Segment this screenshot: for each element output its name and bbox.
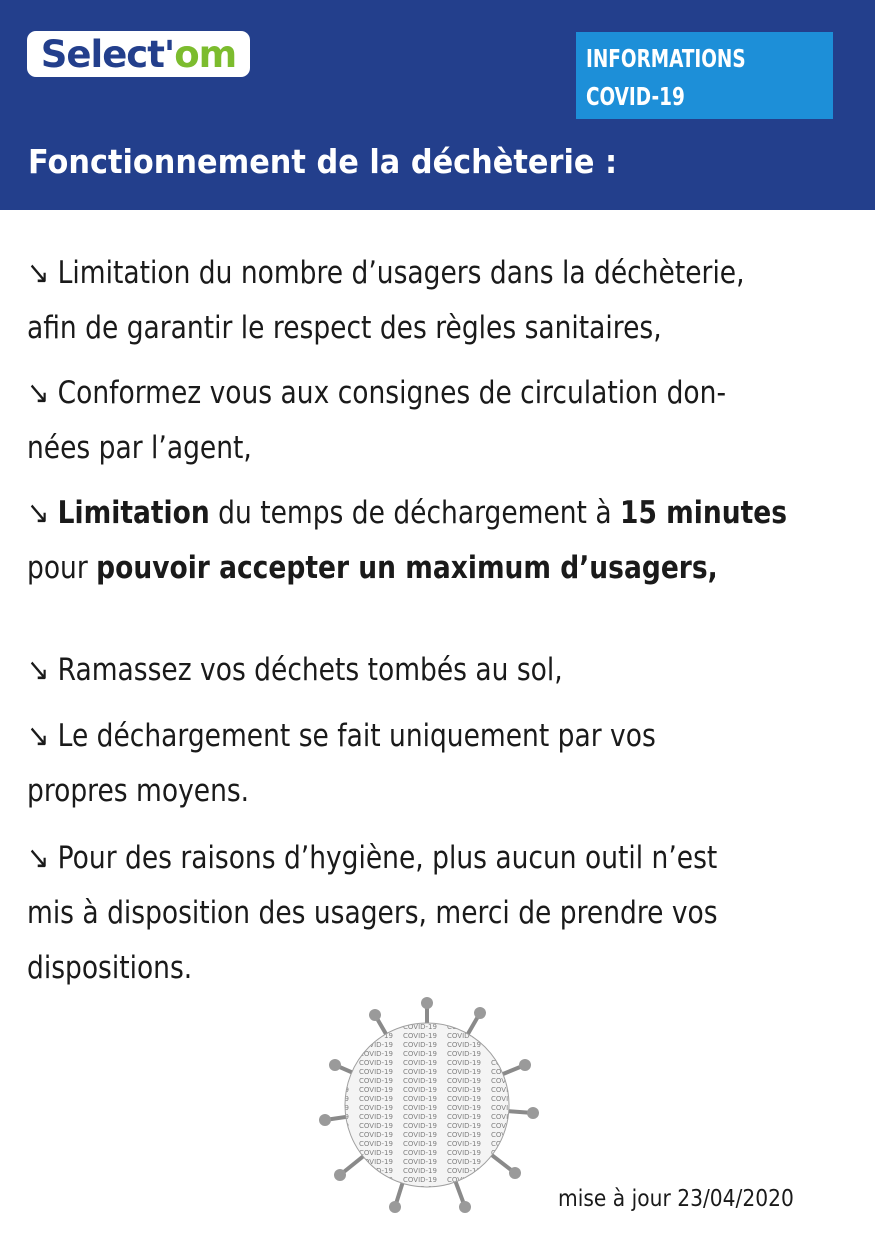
covid-badge-line2: COVID-19: [586, 82, 685, 111]
header-banner: [0, 0, 875, 210]
covid-badge-line1: INFORMATIONS: [586, 44, 746, 73]
rule-5-line-1: Le déchargement se fait uniquement par vos: [57, 718, 656, 754]
rule-item-4: [27, 643, 869, 698]
arrow-icon: ↘: [27, 840, 50, 876]
rule-5-line-2: propres moyens.: [27, 773, 250, 809]
update-date: mise à jour 23/04/2020: [558, 1186, 794, 1212]
arrow-icon: ↘: [27, 255, 50, 291]
arrow-icon: ↘: [27, 652, 50, 688]
rule-6-line-2: mis à disposition des usagers, merci de prendre vos: [27, 895, 718, 931]
rule-3-line-2-bold: pouvoir accepter un maximum d’usagers,: [96, 550, 718, 586]
rule-item-6: [27, 831, 869, 996]
rule-3-line-2-text: pour: [27, 550, 97, 586]
rule-2-line-1: Conformez vous aux consignes de circulation don-: [57, 375, 727, 411]
arrow-icon: ↘: [27, 718, 50, 754]
logo-text-om: om: [174, 32, 237, 76]
page-title: Fonctionnement de la déchèterie :: [28, 142, 618, 181]
rule-6-line-1: Pour des raisons d’hygiène, plus aucun outil n’est: [57, 840, 718, 876]
rule-2-line-2: nées par l’agent,: [27, 430, 252, 466]
rule-6-line-3: dispositions.: [27, 950, 193, 986]
rule-1-line-1: Limitation du nombre d’usagers dans la déchèterie,: [57, 255, 745, 291]
rule-item-2: [27, 366, 869, 476]
rule-item-3: [27, 486, 869, 596]
rule-item-5: [27, 709, 869, 819]
rule-3-bold-limitation: Limitation: [57, 495, 210, 531]
selectom-logo: [27, 31, 250, 77]
coronavirus-illustration: [315, 995, 540, 1215]
rule-4-line-1: Ramassez vos déchets tombés au sol,: [57, 652, 563, 688]
rule-3-text: du temps de déchargement à: [209, 495, 621, 531]
rule-1-line-2: afin de garantir le respect des règles sanitaires,: [27, 310, 662, 346]
arrow-icon: ↘: [27, 375, 50, 411]
covid-info-badge: [576, 32, 833, 119]
rule-3-bold-duration: 15 minutes: [620, 495, 788, 531]
rule-item-1: [27, 246, 869, 356]
arrow-icon: ↘: [27, 495, 50, 531]
logo-text-select: Select': [40, 32, 175, 76]
